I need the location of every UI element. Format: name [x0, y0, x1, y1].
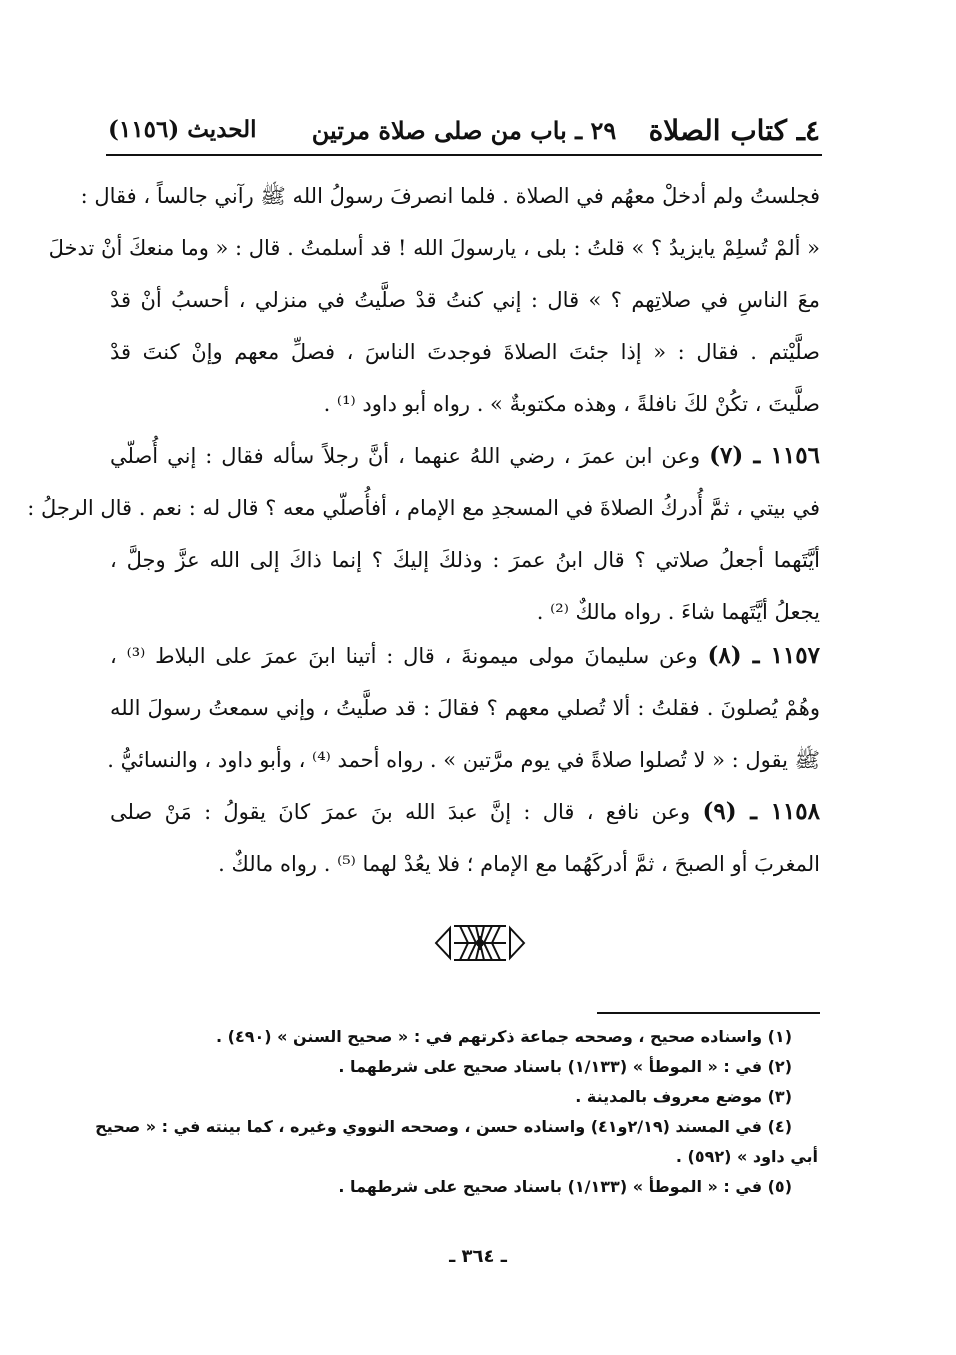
hadith-number: ١١٥٧ ـ (٨)	[707, 642, 820, 669]
ornament-divider-icon	[432, 918, 528, 968]
footnote: (٣) موضع معروف بالمدينة .	[575, 1087, 792, 1106]
hadith-text: وعن نافع ، قال : إنَّ عبدَ الله بنَ عمرَ كانَ يقولُ : مَنْ صلى	[110, 800, 691, 824]
section-title: ٢٩ ـ باب من صلى صلاة مرتين	[311, 116, 617, 145]
text-line: المغربَ أو الصبحَ ، ثمَّ أدركَهُما مع الإمام ؛ فلا يعُدْ لهما ⁽⁵⁾ . رواه مالكٌ .	[218, 852, 820, 876]
running-header	[108, 108, 820, 158]
hadith-1156	[27, 430, 820, 638]
footnote-rule	[597, 1012, 820, 1014]
text-line: صلَّيْتم . فقال : « إذا جئتَ الصلاةَ فوجدتَ الناسَ ، فصلِّ معهم وإنْ كنتَ قدْ	[110, 340, 820, 364]
text-line: صلَّيتَ ، تكُنْ لكَ نافلةً ، وهذه مكتوبةٌ » . رواه أبو داود ⁽¹⁾ .	[323, 392, 820, 416]
hadith-number: ١١٥٦ ـ (٧)	[709, 442, 820, 469]
footnote: (٥) في : « الموطأ » (١/١٣٣) باسناد صحيح على شرطهما .	[338, 1177, 792, 1196]
footnote-continuation: أبي داود » (٥٩٢) .	[675, 1147, 818, 1166]
footnotes	[95, 1022, 818, 1202]
text-line: وهُمْ يُصلونَ . فقلتُ : ألا تُصلي معهم ؟ فقالَ : قد صلَّيتُ ، وإني سمعتُ رسولَ الله	[110, 696, 820, 720]
text-line: فجلستُ ولم أدخلْ معهُم في الصلاة . فلما انصرفَ رسولُ الله ﷺ رآني جالساً ، فقال :	[80, 184, 820, 208]
text-line: ﷺ يقول : « لا تُصلوا صلاةً في يوم مرَّتين » . رواه أحمد ⁽⁴⁾ ، وأبو داود ، والنسائيُّ .	[107, 748, 820, 772]
footnote: (١) واسناده صحيح ، وصححه جماعة ذكرتهم في : « صحيح السنن » (٤٩٠) .	[215, 1027, 792, 1046]
page-number: ـ ٣٦٤ ـ	[449, 1246, 507, 1267]
hadith-text: وعن ابن عمرَ ، رضي اللهُ عنهما ، أنَّ رجلاً سأله فقال : إني أُصلّي	[110, 444, 701, 468]
text-line: أيَّتَهما أجعلُ صلاتي ؟ قال ابنُ عمرَ : وذلكَ إليكَ ؟ إنما ذاكَ إلى الله عزَّ وجلَّ ،	[110, 548, 820, 572]
hadith-1157	[107, 630, 820, 786]
text-line	[110, 430, 820, 482]
footnote: (٢) في : « الموطأ » (١/١٣٣) باسناد صحيح على شرطهما .	[338, 1057, 792, 1076]
hadith-1158	[110, 786, 820, 890]
text-line	[110, 630, 820, 682]
hadith-reference: الحديث (١١٥٦)	[108, 116, 257, 143]
text-line: « ألمْ تُسلِمْ يايزيدُ ؟ » قلتُ : بلى ، يارسولَ الله ! قد أسلمتُ . قال : « وما منعكَ أنْ تدخلَ	[48, 236, 820, 260]
text-line: في بيتي ، ثمَّ أُدركُ الصلاةَ في المسجدِ مع الإمام ، أفأُصلّي معه ؟ قال له : نعم . قال الرجلُ :	[27, 496, 820, 520]
text-line: معَ الناسِ في صلاتِهم ؟ » قال : إني كنتُ قدْ صلَّيتُ في منزلي ، أحسبُ أنْ قدْ	[110, 288, 820, 312]
hadith-number: ١١٥٨ ـ (٩)	[702, 798, 820, 825]
footnote: (٤) في المسند (٢/١٩و٤١) واسناده حسن ، وصححه النووي وغيره ، كما بينته في : « صحيح	[95, 1117, 792, 1136]
hadith-text: وعن سليمانَ مولى ميمونةَ ، قال : أتينا ابنَ عمرَ على البلاط ⁽³⁾ ،	[110, 644, 698, 668]
paragraph-continuation	[48, 170, 820, 430]
header-rule	[106, 154, 822, 156]
text-line: يجعلُ أيَّتَهما شاءَ . رواه مالكٌ ⁽²⁾ .	[536, 600, 820, 624]
text-line	[110, 786, 820, 838]
chapter-title: ٤ـ كتاب الصلاة	[648, 114, 820, 147]
